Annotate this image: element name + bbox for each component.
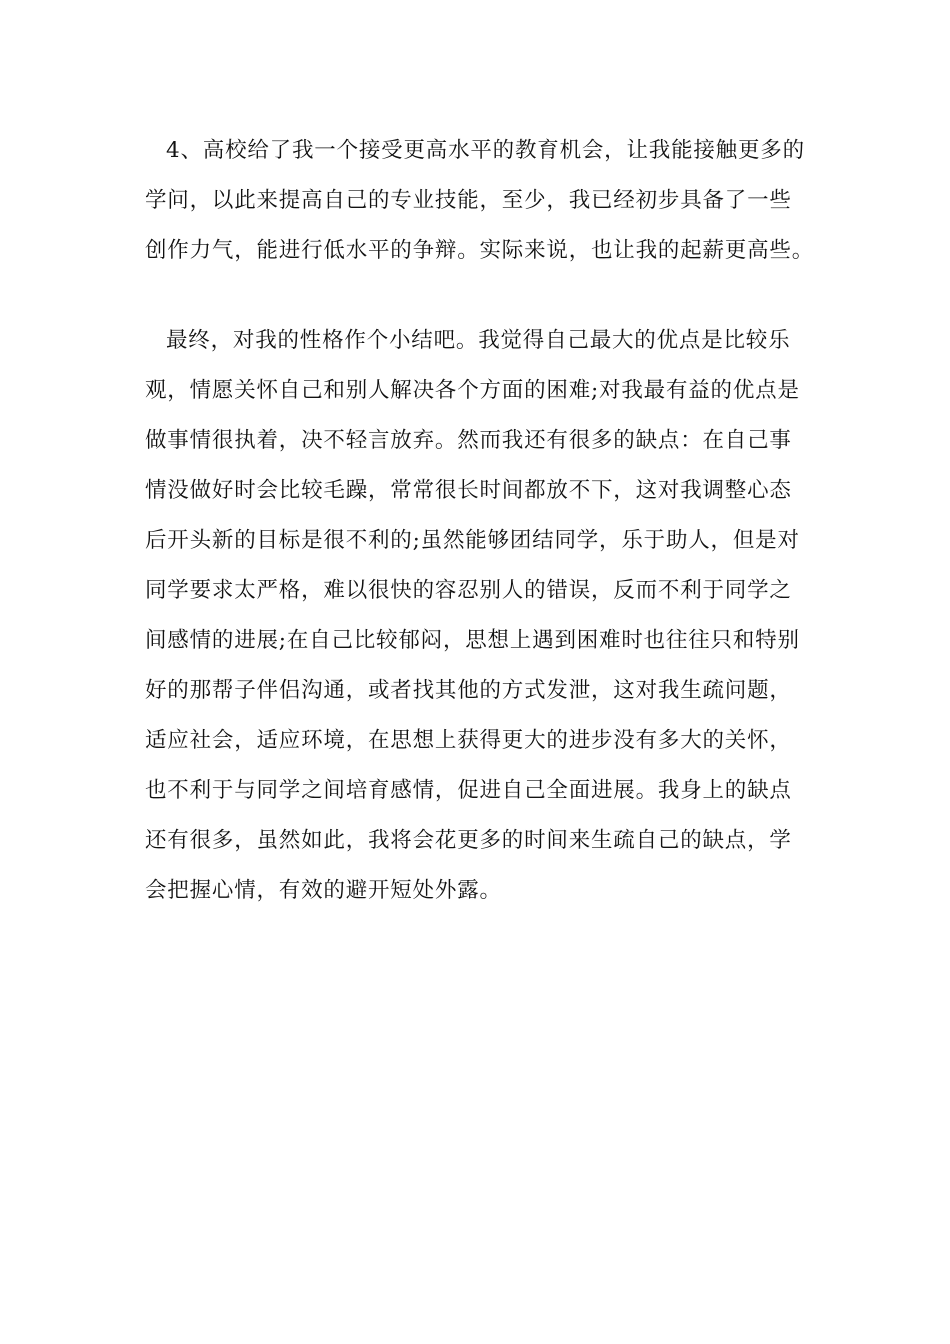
paragraph-line: 间感情的进展;在自己比较郁闷，思想上遇到困难时也往往只和特别 [145, 628, 800, 653]
paragraph-line: 学问，以此来提高自己的专业技能，至少，我已经初步具备了一些 [145, 188, 792, 213]
paragraph-line: 也不利于与同学之间培育感情，促进自己全面进展。我身上的缺点 [145, 778, 792, 803]
paragraph-spacer [145, 283, 815, 323]
paragraph-line: 4、高校给了我一个接受更高水平的教育机会，让我能接触更多的 [166, 138, 805, 163]
paragraph-line: 创作力气，能进行低水平的争辩。实际来说，也让我的起薪更高些。 [145, 238, 815, 263]
document-body [145, 133, 815, 923]
paragraph-line: 后开头新的目标是很不利的;虽然能够团结同学，乐于助人，但是对 [145, 528, 800, 553]
paragraph-line: 情没做好时会比较毛躁，常常很长时间都放不下，这对我调整心态 [145, 478, 792, 503]
paragraph-2 [145, 323, 815, 923]
paragraph-line: 最终，对我的性格作个小结吧。我觉得自己最大的优点是比较乐 [166, 328, 791, 353]
paragraph-line: 同学要求太严格，难以很快的容忍别人的错误，反而不利于同学之 [145, 578, 792, 603]
paragraph-line: 适应社会，适应环境，在思想上获得更大的进步没有多大的关怀， [145, 728, 792, 753]
paragraph-line: 还有很多，虽然如此，我将会花更多的时间来生疏自己的缺点，学 [145, 828, 792, 853]
paragraph-1 [145, 133, 815, 283]
paragraph-line: 好的那帮子伴侣沟通，或者找其他的方式发泄，这对我生疏问题， [145, 678, 792, 703]
paragraph-line: 做事情很执着，决不轻言放弃。然而我还有很多的缺点：在自己事 [145, 428, 792, 453]
paragraph-line: 会把握心情，有效的避开短处外露。 [145, 878, 502, 903]
paragraph-line: 观，情愿关怀自己和别人解决各个方面的困难;对我最有益的优点是 [145, 378, 800, 403]
